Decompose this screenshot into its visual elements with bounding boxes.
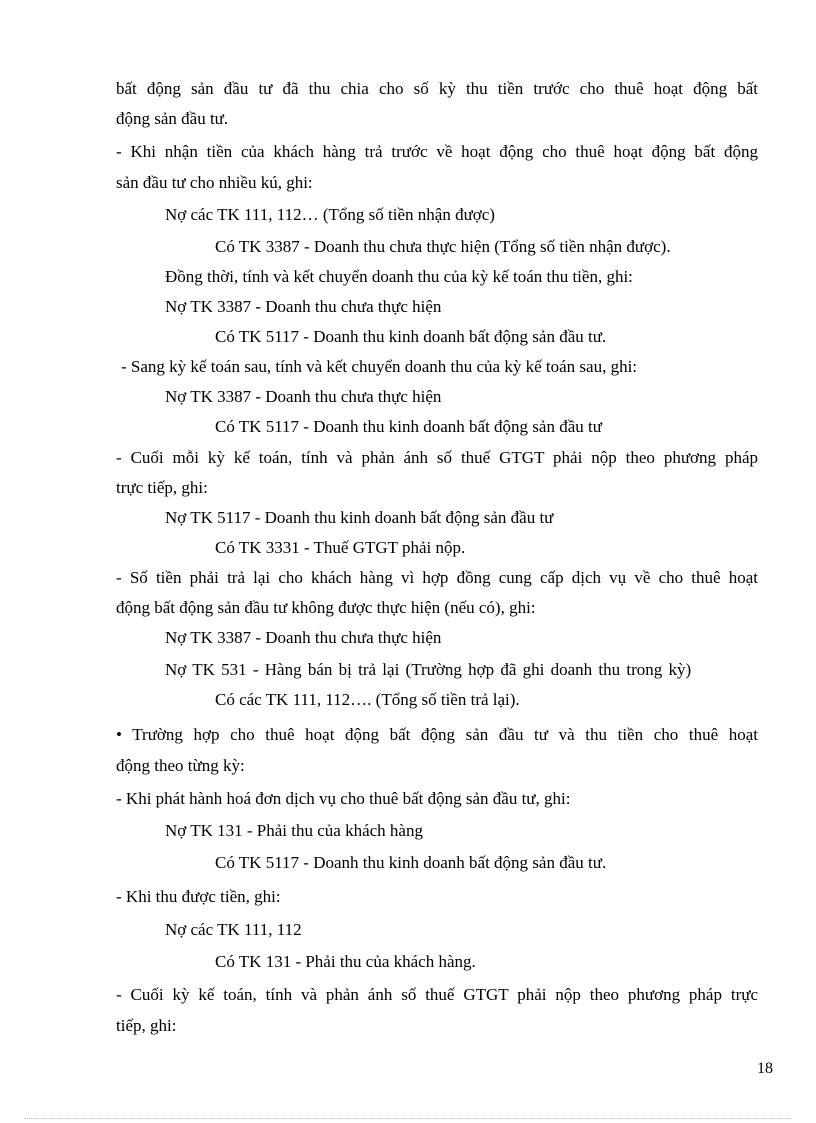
journal-entry-line: Nợ TK 3387 - Doanh thu chưa thực hiện: [165, 628, 442, 647]
journal-entry-line: Nợ TK 3387 - Doanh thu chưa thực hiện: [165, 387, 442, 406]
journal-entry-line: Nợ TK 531 - Hàng bán bị trả lại (Trường hợp đã ghi doanh thu trong kỳ): [165, 660, 692, 679]
journal-entry-line: Nợ TK 3387 - Doanh thu chưa thực hiện: [165, 297, 442, 316]
body-text-line: - Cuối mỗi kỳ kế toán, tính và phản ánh số thuế GTGT phải nộp theo phương pháp: [116, 448, 758, 467]
body-text-line: - Số tiền phải trả lại cho khách hàng vì hợp đồng cung cấp dịch vụ về cho thuê hoạt: [116, 568, 758, 587]
body-text-line: - Khi thu được tiền, ghi:: [116, 887, 281, 906]
body-text-line: - Khi phát hành hoá đơn dịch vụ cho thuê bất động sản đầu tư, ghi:: [116, 789, 571, 808]
journal-entry-line: Có TK 5117 - Doanh thu kinh doanh bất động sản đầu tư.: [215, 853, 607, 872]
journal-entry-line: Nợ các TK 111, 112: [165, 920, 302, 939]
page-number: 18: [757, 1060, 773, 1077]
body-text-line: động theo từng kỳ:: [116, 756, 245, 775]
journal-entry-line: Có các TK 111, 112…. (Tổng số tiền trả lại).: [215, 690, 520, 709]
journal-entry-line: Có TK 131 - Phải thu của khách hàng.: [215, 952, 476, 971]
body-text-line: bất động sản đầu tư đã thu chia cho số kỳ thu tiền trước cho thuê hoạt động bất: [116, 79, 758, 98]
body-text-line: tiếp, ghi:: [116, 1016, 177, 1035]
body-text-line: sản đầu tư cho nhiều kú, ghi:: [116, 173, 313, 192]
journal-entry-line: Có TK 3331 - Thuế GTGT phải nộp.: [215, 538, 466, 557]
journal-entry-line: Nợ TK 131 - Phải thu của khách hàng: [165, 821, 423, 840]
journal-entry-line: Có TK 5117 - Doanh thu kinh doanh bất động sản đầu tư: [215, 417, 602, 436]
body-text-line: trực tiếp, ghi:: [116, 478, 208, 497]
body-text-line: động sản đầu tư.: [116, 109, 229, 128]
body-text-line: - Khi nhận tiền của khách hàng trả trước về hoạt động cho thuê hoạt động bất động: [116, 142, 758, 161]
body-text-line: động bất động sản đầu tư không được thực hiện (nếu có), ghi:: [116, 598, 536, 617]
body-text-line: - Sang kỳ kế toán sau, tính và kết chuyển doanh thu của kỳ kế toán sau, ghi:: [121, 357, 638, 376]
journal-entry-line: Nợ TK 5117 - Doanh thu kinh doanh bất động sản đầu tư: [165, 508, 554, 527]
journal-entry-line: Có TK 3387 - Doanh thu chưa thực hiện (Tổng số tiền nhận được).: [215, 237, 671, 256]
body-text-line: Đồng thời, tính và kết chuyển doanh thu của kỳ kế toán thu tiền, ghi:: [165, 267, 633, 286]
footer-divider: [24, 1118, 792, 1119]
journal-entry-line: Nợ các TK 111, 112… (Tổng số tiền nhận được): [165, 205, 495, 224]
bullet-paragraph-line: • Trường hợp cho thuê hoạt động bất động sản đầu tư và thu tiền cho thuê hoạt: [116, 725, 758, 744]
body-text-line: - Cuối kỳ kế toán, tính và phản ánh số thuế GTGT phải nộp theo phương pháp trực: [116, 985, 758, 1004]
journal-entry-line: Có TK 5117 - Doanh thu kinh doanh bất động sản đầu tư.: [215, 327, 607, 346]
